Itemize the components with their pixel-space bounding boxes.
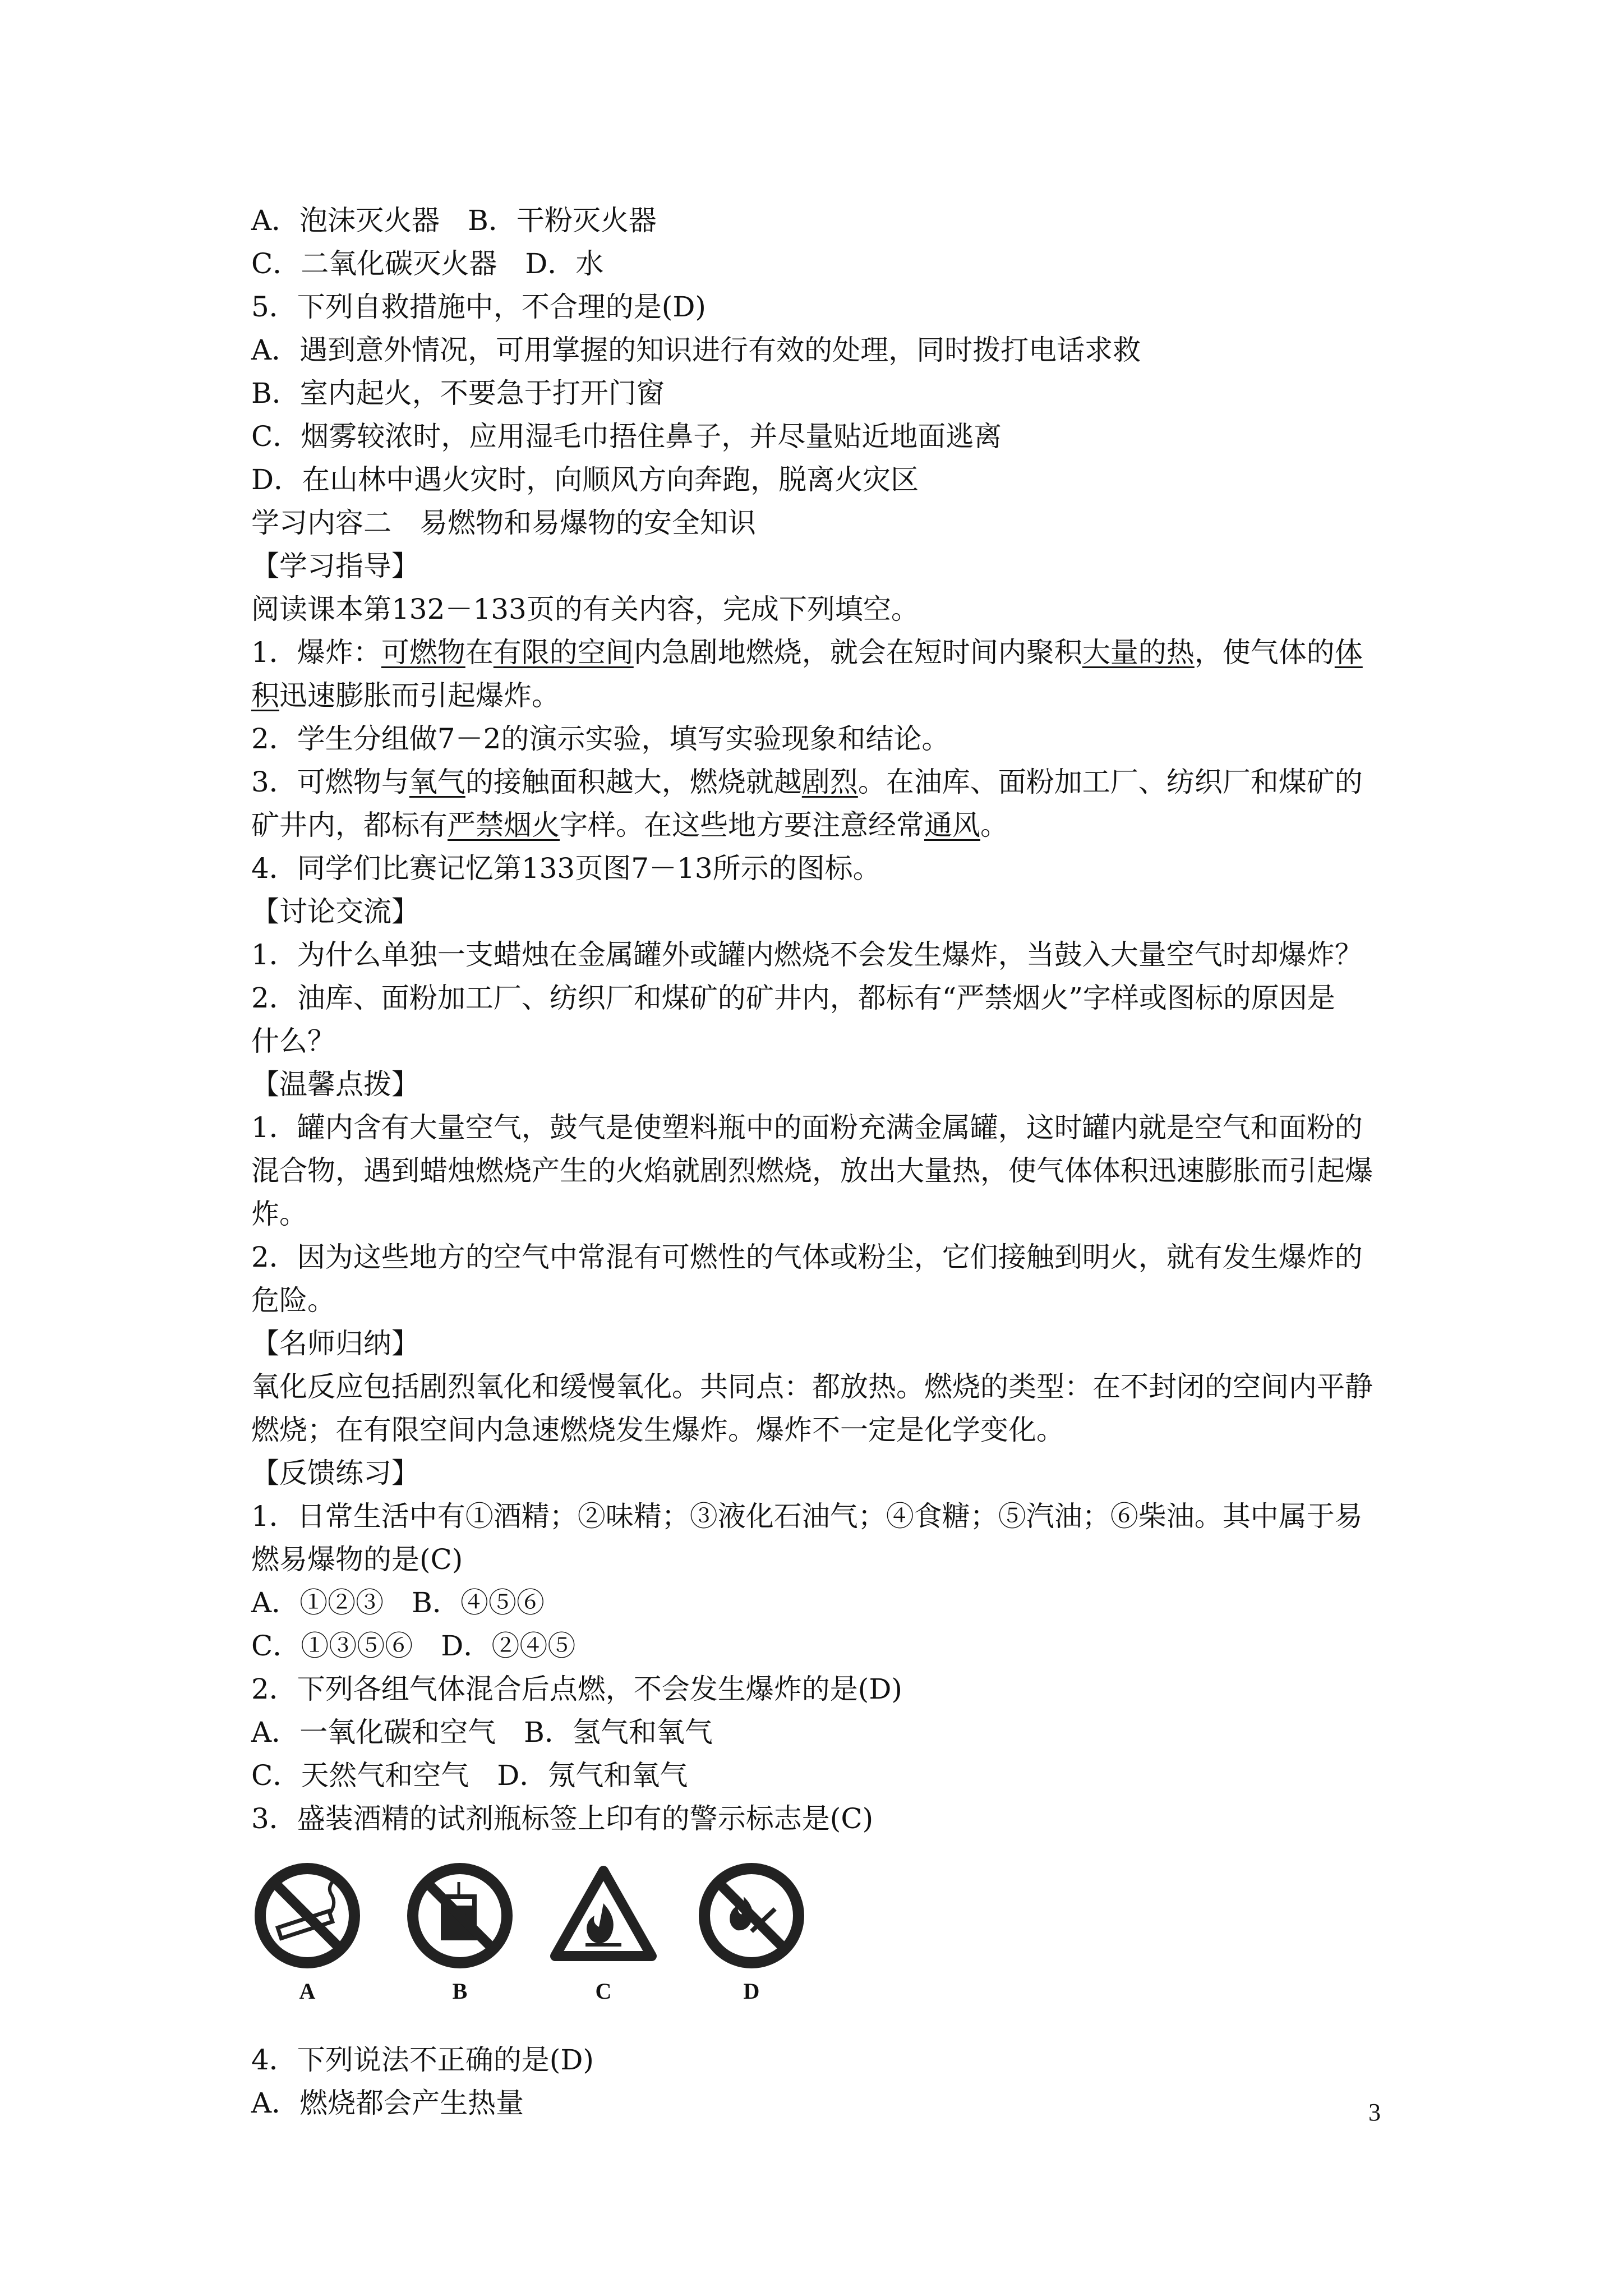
text-line: 混合物，遇到蜡烛燃烧产生的火焰就剧烈燃烧，放出大量热，使气体体积迅速膨胀而引起爆 — [251, 1154, 1373, 1187]
text-line: A．①②③ B．④⑤⑥ — [251, 1586, 545, 1619]
section-heading: 【学习指导】 — [251, 550, 419, 582]
section-heading: 【讨论交流】 — [251, 895, 419, 928]
text-line: 2．学生分组做7－2的演示实验，填写实验现象和结论。 — [251, 723, 950, 755]
text-line: 阅读课本第132－133页的有关内容，完成下列填空。 — [251, 593, 919, 625]
section-heading: 【反馈练习】 — [251, 1457, 419, 1489]
text-line: 1．罐内含有大量空气，鼓气是使塑料瓶中的面粉充满金属罐，这时罐内就是空气和面粉的 — [251, 1111, 1363, 1144]
text-line: A．燃烧都会产生热量 — [251, 2087, 524, 2119]
answer-blank: 有限的空间 — [493, 636, 634, 669]
text-line: 2．下列各组气体混合后点燃，不会发生爆炸的是(D) — [251, 1673, 902, 1705]
text-line: 什么？ — [251, 1025, 335, 1057]
text-line: 4．同学们比赛记忆第133页图7－13所示的图标。 — [251, 852, 881, 885]
sign-label: B — [452, 1978, 468, 2004]
no-fireworks-icon — [404, 1860, 516, 1972]
answer-blank: 大量的热 — [1082, 636, 1195, 669]
text-line: 3．盛装酒精的试剂瓶标签上印有的警示标志是(C) — [251, 1802, 874, 1835]
explosion-definition: 1．爆炸：可燃物在有限的空间内急剧地燃烧，就会在短时间内聚积大量的热，使气体的体 — [251, 636, 1363, 669]
text-line: 氧化反应包括剧烈氧化和缓慢氧化。共同点：都放热。燃烧的类型：在不封闭的空间内平静 — [251, 1370, 1373, 1403]
text-line: 1．日常生活中有①酒精；②味精；③液化石油气；④食糖；⑤汽油；⑥柴油。其中属于易 — [251, 1500, 1363, 1533]
sign-label: A — [299, 1978, 316, 2004]
text-line: C．天然气和空气 D．氖气和氧气 — [251, 1759, 688, 1792]
text-line: D．在山林中遇火灾时，向顺风方向奔跑，脱离火灾区 — [251, 463, 919, 496]
answer-blank: 体 — [1334, 636, 1363, 669]
text-line: 2．因为这些地方的空气中常混有可燃性的气体或粉尘，它们接触到明火，就有发生爆炸的 — [251, 1241, 1363, 1273]
text-line: B．室内起火，不要急于打开门窗 — [251, 377, 665, 409]
text-line: 1．为什么单独一支蜡烛在金属罐外或罐内燃烧不会发生爆炸，当鼓入大量空气时却爆炸？ — [251, 938, 1363, 971]
text-line: 燃易爆物的是(C) — [251, 1543, 463, 1576]
answer-blank: 氧气 — [409, 766, 465, 798]
text-line: A．泡沫灭火器 B．干粉灭火器 — [251, 204, 657, 237]
section-title: 学习内容二 易燃物和易爆物的安全知识 — [251, 507, 756, 539]
text-line: 危险。 — [251, 1284, 335, 1317]
explosion-definition-cont: 积迅速膨胀而引起爆炸。 — [251, 679, 560, 712]
answer-blank: 严禁烟火 — [448, 809, 560, 841]
text-line: C．①③⑤⑥ D．②④⑤ — [251, 1630, 576, 1662]
question-5: 5．下列自救措施中，不合理的是(D) — [251, 291, 706, 323]
section-heading: 【温馨点拨】 — [251, 1068, 419, 1101]
answer-blank: 可燃物 — [381, 636, 465, 669]
sign-label: D — [743, 1978, 760, 2004]
answer-blank: 积 — [251, 679, 279, 712]
text-line: C．烟雾较浓时，应用湿毛巾捂住鼻子，并尽量贴近地面逃离 — [251, 420, 1002, 453]
text-line: A．遇到意外情况，可用掌握的知识进行有效的处理，同时拨打电话求救 — [251, 334, 1141, 366]
sign-label: C — [595, 1978, 612, 2004]
text-line: A．一氧化碳和空气 B．氢气和氧气 — [251, 1716, 713, 1749]
flammable-warning-icon — [547, 1860, 660, 1972]
oxygen-contact-line-cont: 矿井内，都标有严禁烟火字样。在这些地方要注意经常通风。 — [251, 809, 1008, 841]
text-line: 炸。 — [251, 1198, 307, 1230]
section-heading: 【名师归纳】 — [251, 1327, 419, 1360]
page-number: 3 — [1368, 2099, 1381, 2126]
oxygen-contact-line: 3．可燃物与氧气的接触面积越大，燃烧就越剧烈。在油库、面粉加工厂、纺织厂和煤矿的 — [251, 766, 1363, 798]
no-open-flame-icon — [695, 1860, 808, 1972]
question-4: 4．下列说法不正确的是(D) — [251, 2044, 594, 2076]
answer-blank: 通风 — [924, 809, 980, 841]
text-line: 2．油库、面粉加工厂、纺织厂和煤矿的矿井内，都标有“严禁烟火”字样或图标的原因是 — [251, 982, 1335, 1014]
text-line: C．二氧化碳灭火器 D．水 — [251, 247, 604, 280]
text-line: 燃烧；在有限空间内急速燃烧发生爆炸。爆炸不一定是化学变化。 — [251, 1414, 1064, 1446]
answer-blank: 剧烈 — [801, 766, 858, 798]
no-smoking-icon — [251, 1860, 363, 1972]
